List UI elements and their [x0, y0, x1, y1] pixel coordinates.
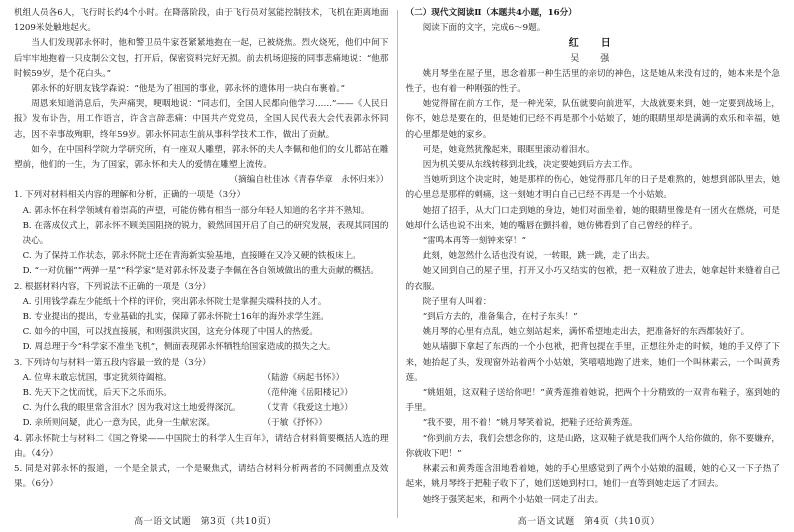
question-stem: 1. 下列对材料相关内容的理解和分析，正确的一项是（3分） — [14, 190, 246, 201]
question-3 — [14, 356, 389, 432]
right-page — [398, 6, 781, 532]
passage-paragraph: 当人们发现郭永怀时，他和警卫员牛家苍紧紧地抱在一起，已被烧焦。烈火烧死，他们中间下后牢牢地抱着一只皮制公文包，打开后，保密资料完好无损。前去机场迎接的同事悲痛地说：“他那时候59岁，是个花白头。” — [14, 38, 389, 79]
passage-paragraph: 如今，在中国科学院力学研究所，有一座双人雕塑，郭永怀的夫人李佩和他们的女儿都站在雕塑前，他们的一生，为了国家，郭永怀和夫人的爱情在雕塑上流传。 — [14, 144, 389, 171]
passage-paragraph: 郭永怀的好朋友钱学森说：“他是为了祖国的事业，郭永怀的遗体用一块白布裹着。” — [31, 84, 346, 95]
article-paragraph: 她又回到自己的屋子里，打开又小巧又结实的包袱，把一双鞋放了进去，她拿起针来缝着自己的衣服。 — [405, 266, 781, 292]
question-stem: 3. 下列诗句与材料一第五段内容最一致的是（3分） — [14, 357, 211, 368]
poem-line: A. 位卑未敢忘忧国，事定犹须待阖棺。 — [22, 372, 172, 383]
article-paragraph: 姚月琴的心里有点乱，她立刻站起来，满怀希望地走出去，把准备好的东西都装好了。 — [422, 327, 750, 338]
article-paragraph: “你到前方去，我们会想念你的，这是山路，这双鞋子就是我们两个人给你做的，你不要嫌弃，你就收下吧！” — [405, 433, 781, 459]
left-page — [14, 6, 397, 532]
poem-option — [14, 416, 389, 431]
article-author: 吴 强 — [570, 53, 616, 64]
poem-line: D. 亲所则问疑，此心一意为民，此身一生献宏深。 — [22, 418, 216, 429]
question-4: 4. 郭永怀院士与材料二《国之脊梁——中国院士的科学人生百年》，请结合材料简要概括人选的理由。（4分） — [14, 433, 389, 459]
poem-source: （艾青《我爱这土地》） — [262, 403, 353, 414]
poem-option — [14, 401, 389, 416]
poem-source: （陆游《病起书怀》） — [262, 372, 345, 383]
article-title: 红 日 — [568, 38, 617, 50]
article-paragraph: “姚姐姐，这双鞋子送给你吧！”黄秀莲推着她说，把两个十分精致的一双青布鞋子，塞到她的手里。 — [405, 388, 781, 414]
article-body — [406, 67, 781, 508]
article-paragraph: 她终于强笑起来，和两个小姑娘一同走了出去。 — [422, 494, 604, 505]
option: C. 为了保持工作状态，郭永怀院士还在青海新实验基地，直接睡在又冷又硬的铁板床上。 — [22, 251, 361, 262]
section-intro: 阅读下面的文字，完成6～9题。 — [422, 23, 546, 34]
article-paragraph: 她从墙脚下拿起了东西的一个小包袱，把背包提在手里，正想往外走的时候，她的手又停了下来，她抬起了头，发现窗外站着两个小姑娘，笑嘻嘻地跑了进来，她们一个叫林素云，一个叫黄秀莲。 — [405, 342, 781, 383]
question-1 — [14, 188, 389, 279]
option: B. 在落成仪式上，郭永怀不顾美国阻挠的锐力，毅然回国开启了自己的研究发展，表现其同国的决心。 — [22, 220, 389, 247]
poem-source: （范仲淹《岳阳楼记》） — [262, 388, 353, 399]
poem-line: C. 为什么我的眼里常含泪水？因为我对这土地爱得深沉。 — [22, 403, 241, 414]
option: A. 郭永怀在科学领域有着崇高的声望，可能仿佛有相当一部分年轻人知道的名字并不熟知。 — [22, 205, 370, 216]
passage-paragraph: 机组人员各6人，飞行时长约4个小时。在降落阶段，由于飞行员对氢能控制技术，飞机在距离地面1209米处触地起火。 — [14, 8, 389, 34]
article-paragraph: “到后方去的，准备集合，在村子东头！” — [422, 312, 578, 323]
option: A. 引用钱学森左少能纸十个样的评价，突出郭永怀院士是掌握尖端科技的人才。 — [22, 296, 327, 307]
option: C. 如今的中国，可以找直接展，和则强洪灾国，这充分体现了中国人的热爱。 — [22, 327, 318, 338]
option: D. “一对伉俪”“两弹一星”“科学家”是对郭永怀及妻子李佩在各自领域做出的重大贡献的概括。 — [22, 266, 379, 277]
question-2 — [14, 280, 389, 356]
poem-option — [14, 371, 389, 386]
question-stem: 2. 根据材料内容，下列说法不正确的一项是（3分） — [14, 281, 211, 292]
article-paragraph: 她觉得留在前方工作，是一种光荣，队伍就要向前进军，大战就要来到，她一定要到战场上，你不，她总是要在的，但是她们已经不再是那个小姑娘了，她的眼睛里却是满满的欢乐和幸福，她的心里都是她的家乡。 — [405, 99, 781, 140]
poem-option — [14, 386, 389, 401]
passage-source: （摘编自杜佳冰《青春华章 永怀归来》） — [229, 175, 389, 186]
article-paragraph: 她招了招手，从大门口走到她的身边，她们对面坐着，她的眼睛里像是有一团火在燃烧，可是她却什么话也说不出来，她的嘴唇在颤抖着，她仿佛看到了自己曾经的样子。 — [405, 205, 781, 231]
article-paragraph: 当她听到这个决定时，她是那样的伤心，她觉得那几年的日子是难熬的，她想到部队里去，她的心里总是那样的刺痛，这一刻她才明白自己已经不再是一个小姑娘。 — [405, 175, 781, 201]
page-footer: 高一语文试题 第3页（共10页） — [134, 516, 277, 527]
option: B. 专业提出的提出，专业基础的扎实，保障了郭永怀院士16年的海外求学生涯。 — [22, 312, 329, 323]
question-5: 5. 同是对郭永怀的报道，一个是全景式，一个是聚焦式，请结合材料分析两者的不同侧重点及效果。（6分） — [14, 464, 389, 490]
passage-paragraph: 周恩来知道消息后，失声痛哭，哽咽地说：“同志们，全国人民都向他学习……”——《人民日报》发布讣告，用工作语言，许含言辞悲痛：中国共产党党员，全国人民代表大会代表郭永怀同志，因不幸事故殉职，终年59岁。郭永怀同志生前从事科学技术工作，做出了贡献。 — [14, 99, 389, 140]
page-footer: 高一语文试题 第4页（共10页） — [517, 516, 660, 527]
article-paragraph: “雷鸣本再等一刻钟来穿！” — [422, 236, 527, 247]
article-paragraph: 因为机关要从东线转移到北线，决定要她到后方去工作。 — [422, 160, 638, 171]
article-paragraph: 可是，她竟然犹豫起来，眼眶里滚动着泪水。 — [422, 144, 595, 155]
article-paragraph: 院子里有人叫着： — [422, 296, 492, 307]
option: D. 周总理于今“科学家不准坐飞机”，侧面表现郭永怀牺牲给国家造成的损失之大。 — [22, 342, 336, 353]
article-paragraph: “我不要，用不着！”姚月琴笑着说，把鞋子还给黄秀莲。 — [422, 418, 638, 429]
passage — [14, 6, 389, 173]
article-paragraph: 姚月琴坐在屋子里，思念着那一种生活里的亲切的神色，这是她从来没有过的，她本来是个急性子，也有着一种刚强的性子。 — [405, 68, 781, 95]
article-paragraph: 此刻，她忽然什么话也没有说，一转眼，跳一跳，走了出去。 — [422, 251, 655, 262]
poem-source: （于敏《抒怀》） — [262, 418, 328, 429]
poem-line: B. 先天下之忧而忧，后天下之乐而乐。 — [22, 388, 172, 399]
section-title: （二）现代文阅读Ⅱ（本题共4小题，16分） — [405, 8, 577, 18]
article-paragraph: 林素云和黄秀莲含泪地看着她，她的手心里感觉到了两个小姑娘的温暖，她的心又一下子热了起来，姚月琴终于把鞋子收下了，她们送她到村口，她们一直等到她走远了才回去。 — [405, 464, 781, 490]
